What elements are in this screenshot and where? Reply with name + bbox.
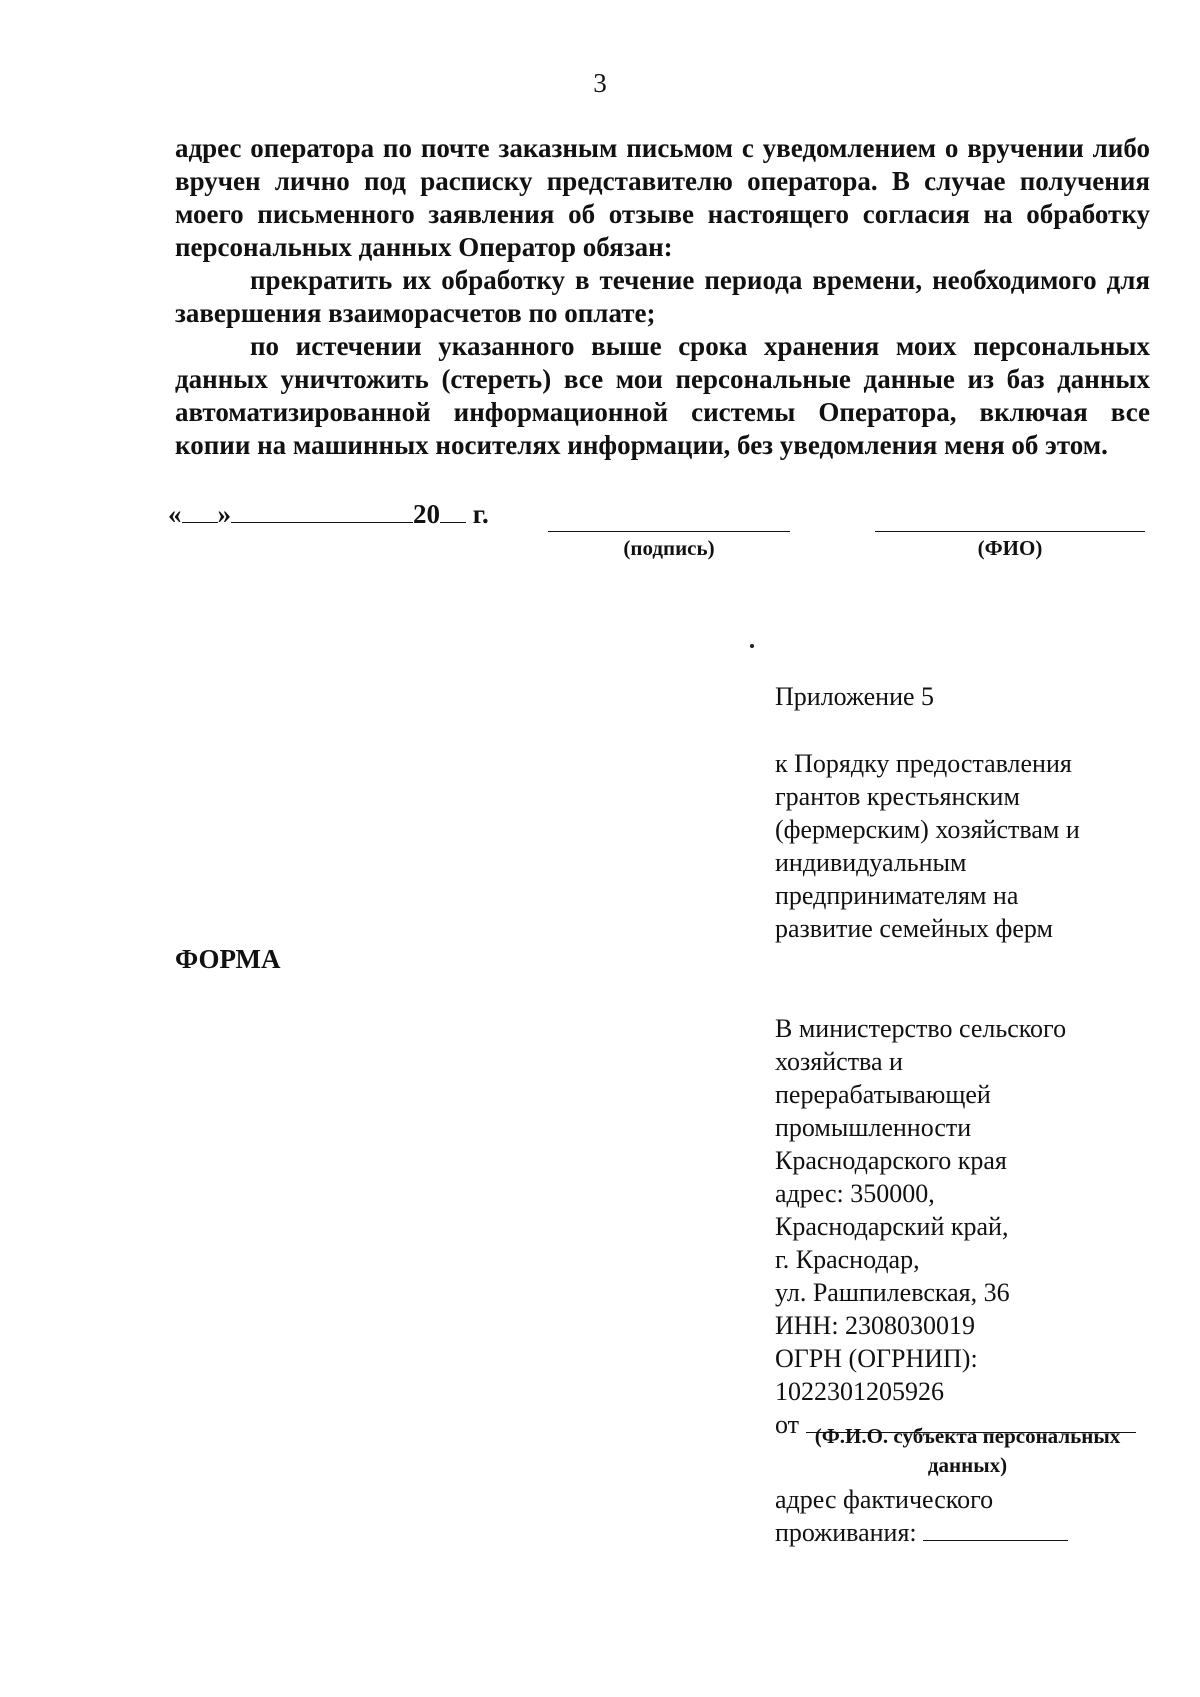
name-line [875, 531, 1145, 532]
appendix-line: развитие семейных ферм [775, 914, 1053, 943]
residence-row [775, 1516, 1155, 1549]
addressee-line: Краснодарского края [775, 1146, 1007, 1175]
addressee-line: промышленности [775, 1113, 972, 1142]
appendix-line: (фермерским) хозяйствам и [775, 815, 1080, 844]
residence-label-2: проживания: [775, 1518, 917, 1547]
appendix-line: предпринимателям на [775, 881, 1019, 910]
date-field [168, 498, 489, 530]
paragraph-stop-processing: прекратить их обработку в течение периода времени, необходимого для завершения взаиморасчетов по оплате; [175, 265, 1150, 328]
appendix-reference [775, 747, 1155, 945]
appendix-line: к Порядку предоставления [775, 749, 1072, 778]
quote-open: « [168, 499, 182, 529]
addressee-line: ОГРН (ОГРНИП): [775, 1344, 978, 1373]
appendix-line: грантов крестьянским [775, 782, 1020, 811]
residence-block [775, 1483, 1155, 1549]
year-prefix: 20 [413, 499, 440, 529]
consent-text [175, 132, 1150, 462]
quote-close: » [217, 499, 231, 529]
addressee-block [775, 1012, 1155, 1441]
appendix-title: Приложение 5 [775, 682, 935, 711]
addressee-line: В министерство сельского [775, 1014, 1067, 1043]
from-caption [775, 1422, 1160, 1480]
addressee-line: г. Краснодар, [775, 1245, 920, 1274]
addressee-line: адрес: 350000, [775, 1179, 935, 1208]
from-label: от [775, 1410, 800, 1439]
residence-label: адрес фактического [775, 1485, 994, 1514]
paragraph-operator-address: адрес оператора по почте заказным письмом с уведомлением о вручении либо вручен лично под расписку представителю оператора. В случае получения моего письменного заявления об отзыве настоящего согласия на обработку персональных данных Оператор обязан: [175, 133, 1150, 262]
form-title: ФОРМА [175, 944, 281, 974]
addressee-line: ул. Рашпилевская, 36 [775, 1278, 1010, 1307]
scan-speck [750, 644, 754, 648]
addressee-line: перерабатывающей [775, 1080, 991, 1109]
month-blank [231, 498, 413, 523]
year-blank [440, 498, 466, 523]
from-caption-line: (Ф.И.О. субъекта персональных [814, 1424, 1121, 1448]
paragraph-destroy-data: по истечении указанного выше срока хранения моих персональных данных уничтожить (стереть) все мои персональные данные из баз данных автоматизированной информационной системы Оператора, включая все копии на машинных носителях информации, без уведомления меня об этом. [175, 331, 1150, 460]
addressee-line: ИНН: 2308030019 [775, 1311, 976, 1340]
residence-blank [923, 1520, 1068, 1541]
addressee-line: 1022301205926 [775, 1377, 944, 1406]
addressee-line: хозяйства и [775, 1047, 903, 1076]
year-suffix: г. [472, 499, 489, 529]
signature-caption: (подпись) [623, 536, 715, 560]
signature-line [548, 531, 790, 532]
page-number: 3 [593, 68, 607, 98]
addressee-line: Краснодарский край, [775, 1212, 1009, 1241]
name-caption: (ФИО) [977, 536, 1043, 560]
appendix-line: индивидуальным [775, 848, 967, 877]
from-caption-line: данных) [927, 1453, 1008, 1477]
day-blank [182, 498, 218, 523]
